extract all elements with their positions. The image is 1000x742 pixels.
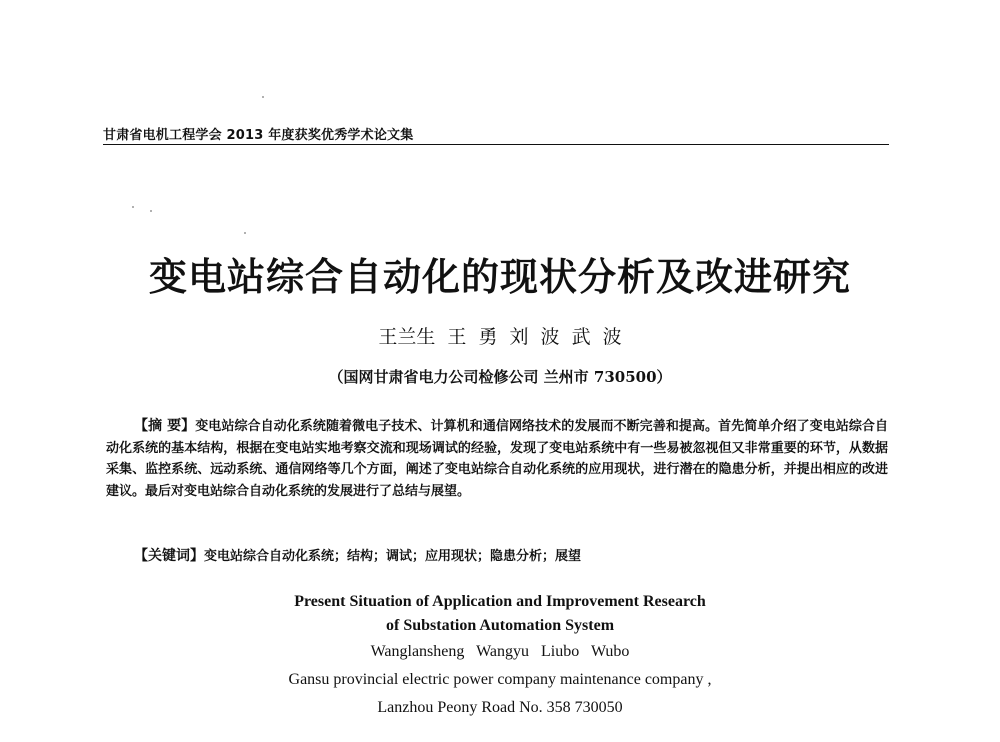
english-title-line-2: of Substation Automation System [385,617,615,634]
keywords-label: 【关键词】 [134,548,204,564]
abstract [106,416,888,502]
english-title-line-1: Present Situation of Application and Improvement Research [294,593,706,610]
english-authors: Wanglansheng Wangyu Liubo Wubo [370,643,630,660]
scan-speck [150,210,152,212]
journal-header: 甘肃省电机工程学会 2013 年度获奖优秀学术论文集 [103,128,414,143]
scan-speck [244,232,246,234]
abstract-label: 【摘 要】 [134,418,196,434]
paper-affiliation: （国网甘肃省电力公司检修公司 兰州市 730500） [328,368,672,386]
scan-speck [132,206,134,208]
scan-speck [262,96,264,98]
keywords [134,545,581,565]
paper-authors: 王兰生 王 勇 刘 波 武 波 [378,326,622,348]
paper-title: 变电站综合自动化的现状分析及改进研究 [148,254,851,299]
english-address: Lanzhou Peony Road No. 358 730050 [377,699,623,716]
keywords-text: 变电站综合自动化系统；结构；调试；应用现状；隐患分析；展望 [204,549,582,564]
header-rule [103,144,889,145]
abstract-paragraph [106,416,888,502]
english-affiliation: Gansu provincial electric power company maintenance company , [288,671,712,688]
abstract-text: 变电站综合自动化系统随着微电子技术、计算机和通信网络技术的发展而不断完善和提高。首先简单介绍了变电站综合自动化系统的基本结构，根据在变电站实地考察交流和现场调试的经验，发现了变电站系统中有一些易被忽视但又非常重要的环节，从数据采集、监控系统、远动系统、通信网络等几个方面，阐述了变电站综合自动化系统的应用现状，进行潜在的隐患分析，并提出相应的改进建议。最后对变电站综合自动化系统的发展进行了总结与展望。 [106,419,888,499]
